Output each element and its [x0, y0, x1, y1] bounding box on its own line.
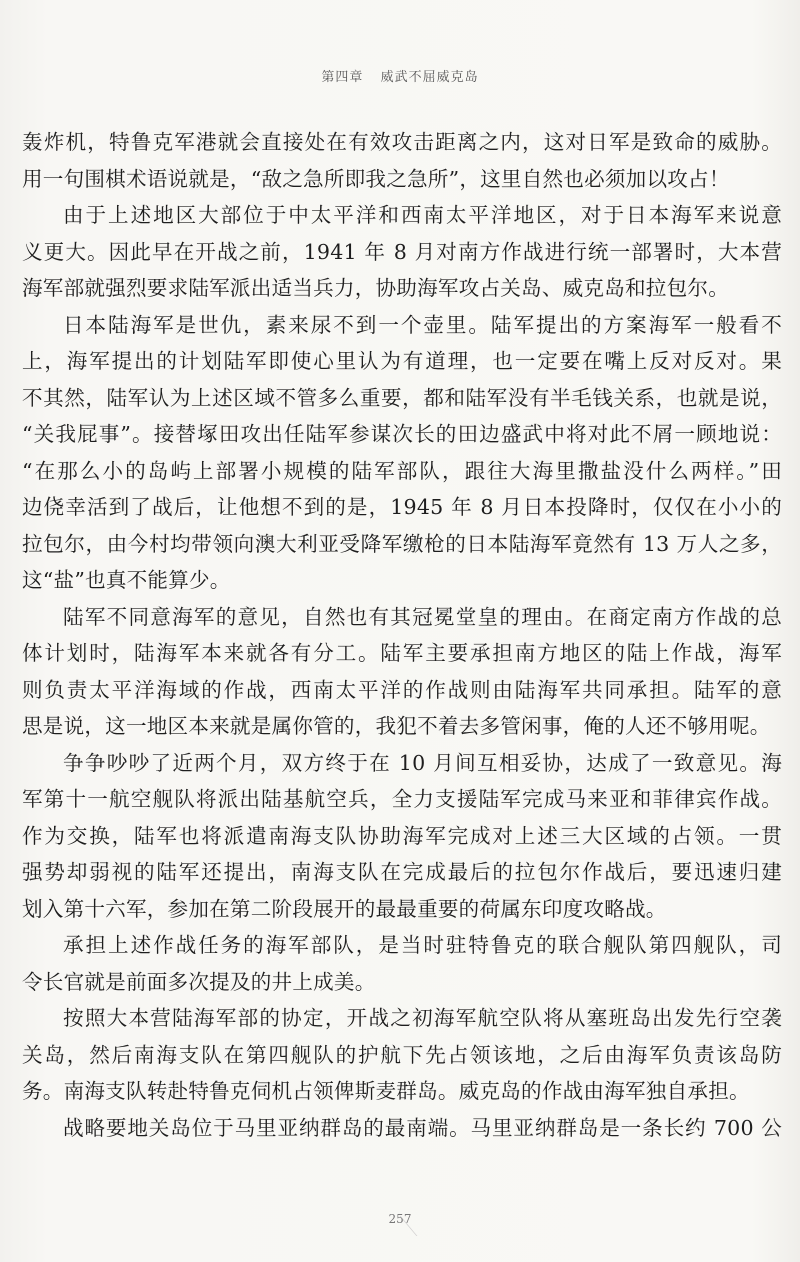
text-line: 边侥幸活到了战后，让他想不到的是，1945 年 8 月日本投降时，仅仅在小小的 — [22, 495, 782, 519]
text-line: 用一句围棋术语说就是，“敌之急所即我之急所”，这里自然也必须加以攻占！ — [22, 166, 730, 191]
text-line: 不其然，陆军认为上述区域不管多么重要，都和陆军没有半毛钱关系，也就是说， — [22, 385, 782, 410]
text-line: 陆军不同意海军的意见，自然也有其冠冕堂皇的理由。在商定南方作战的总 — [63, 604, 782, 629]
text-line: 强势却弱视的陆军还提出，南海支队在完成最后的拉包尔作战后，要迅速归建 — [22, 860, 782, 884]
page-number: 257 — [388, 1212, 412, 1226]
text-line: 争争吵吵了近两个月，双方终于在 10 月间互相妥协，达成了一致意见。海 — [63, 750, 782, 775]
text-line: 按照大本营陆海军部的协定，开战之初海军航空队将从塞班岛出发先行空袭 — [63, 1006, 782, 1030]
chapter-number: 第四章 — [321, 70, 364, 85]
text-line: 则负责太平洋海域的作战，西南太平洋的作战则由陆海军共同承担。陆军的意 — [22, 677, 782, 702]
text-line: 由于上述地区大部位于中太平洋和西南太平洋地区，对于日本海军来说意 — [63, 203, 782, 227]
text-line: 拉包尔，由今村均带领向澳大利亚受降军缴枪的日本陆海军竟然有 13 万人之多， — [22, 531, 782, 556]
text-line: “关我屁事”。接替塚田攻出任陆军参谋次长的田边盛武中将对此不屑一顾地说： — [22, 422, 782, 446]
chapter-title: 威武不屈威克岛 — [380, 70, 479, 85]
text-line: 务。南海支队转赴特鲁克伺机占领俾斯麦群岛。威克岛的作战由海军独自承担。 — [22, 1079, 750, 1103]
text-line: 令长官就是前面多次提及的井上成美。 — [22, 969, 376, 994]
text-line: 日本陆海军是世仇，素来尿不到一个壶里。陆军提出的方案海军一般看不 — [63, 312, 782, 337]
text-line: 作为交换，陆军也将派遣南海支队协助海军完成对上述三大区域的占领。一贯 — [22, 823, 782, 848]
text-line: 海军部就强烈要求陆军派出适当兵力，协助海军攻占关岛、威克岛和拉包尔。 — [22, 276, 729, 300]
text-line: 义更大。因此早在开战之前，1941 年 8 月对南方作战进行统一部署时，大本营 — [22, 239, 782, 264]
text-line: “在那么小的岛屿上部署小规模的陆军部队，跟往大海里撒盐没什么两样。”田 — [22, 458, 782, 483]
text-line: 这“盐”也真不能算少。 — [22, 568, 231, 592]
text-line: 战略要地关岛位于马里亚纳群岛的最南端。马里亚纳群岛是一条长约 700 公 — [63, 1115, 782, 1140]
text-line: 承担上述作战任务的海军部队，是当时驻特鲁克的联合舰队第四舰队，司 — [63, 933, 782, 957]
text-line: 体计划时，陆海军本来就各有分工。陆军主要承担南方地区的陆上作战，海军 — [22, 641, 782, 665]
body-text — [22, 124, 782, 1146]
text-line: 关岛，然后南海支队在第四舰队的护航下先占领该地，之后由海军负责该岛防 — [22, 1042, 782, 1067]
text-line: 上，海军提出的计划陆军即使心里认为有道理，也一定要在嘴上反对反对。果 — [22, 349, 782, 373]
text-line: 思是说，这一地区本来就是属你管的，我犯不着去多管闲事，俺的人还不够用呢。 — [22, 714, 771, 738]
text-line: 轰炸机，特鲁克军港就会直接处在有效攻击距离之内，这对日军是致命的威胁。 — [22, 130, 782, 154]
text-line: 划入第十六军，参加在第二阶段展开的最最重要的荷属东印度攻略战。 — [22, 896, 667, 921]
text-line: 军第十一航空舰队将派出陆基航空兵，全力支援陆军完成马来亚和菲律宾作战。 — [22, 787, 782, 811]
running-header — [0, 66, 800, 85]
